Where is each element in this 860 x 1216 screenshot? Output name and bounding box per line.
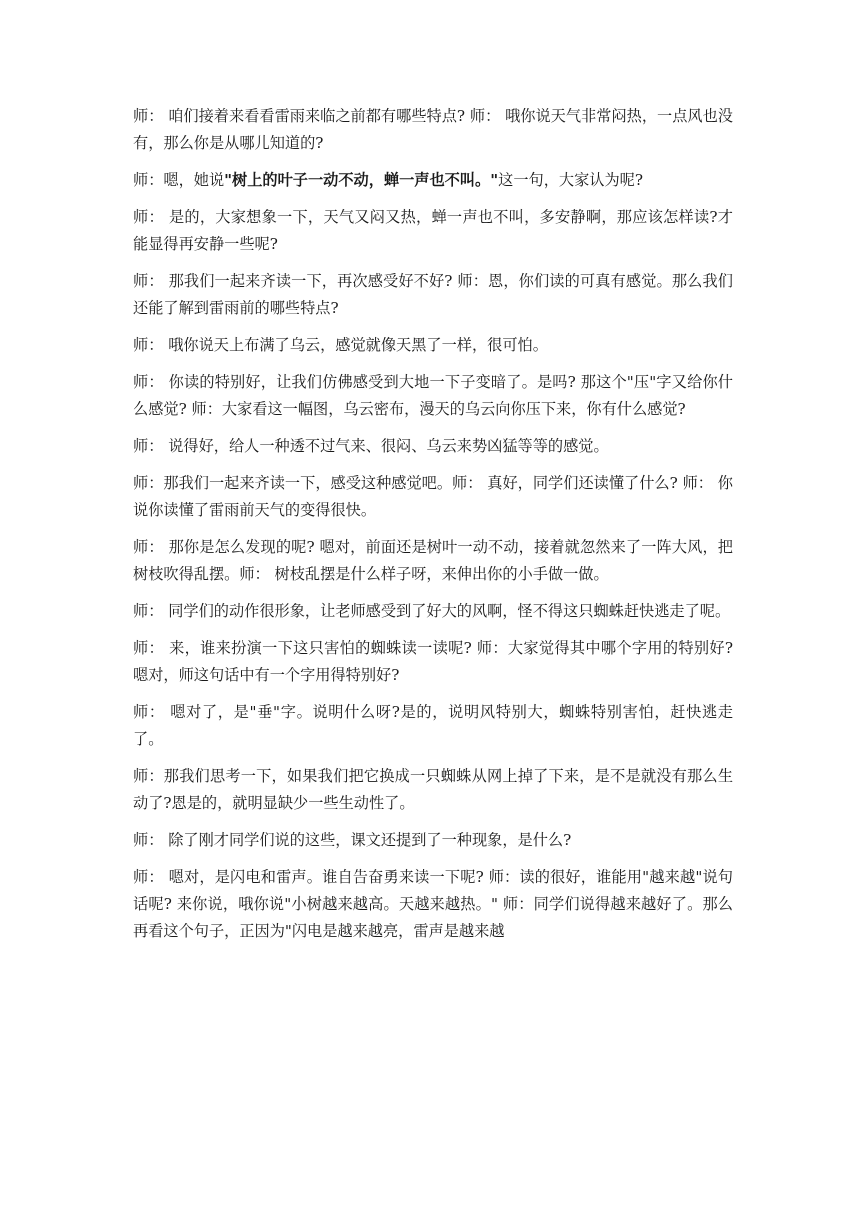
- paragraph: [133, 534, 733, 588]
- paragraph-text: 师： 说得好，给人一种透不过气来、很闷、乌云来势凶猛等等的感觉。: [133, 437, 609, 455]
- paragraph-text: 师： 你读的特别好，让我们仿佛感受到大地一下子变暗了。是吗? 那这个"压"字又给你什么感觉? 师：大家看这一幅图，乌云密布，漫天的乌云向你压下来，你有什么感觉?: [133, 373, 733, 418]
- paragraph: [133, 204, 733, 258]
- paragraph-text: 师： 那我们一起来齐读一下，再次感受好不好? 师：恩，你们读的可真有感觉。那么我们还能了解到雷雨前的哪些特点?: [133, 272, 733, 317]
- paragraph: [133, 369, 733, 423]
- paragraph-text: 师： 嗯对，是闪电和雷声。谁自告奋勇来读一下呢? 师：读的很好，谁能用"越来越"说句话呢? 来你说，哦你说"小树越来越高。天越来越热。" 师：同学们说得越来越好了。那么再看这个句子，正因为"闪电是越来越亮，雷声是越来越: [133, 868, 733, 940]
- document-page: [133, 103, 733, 955]
- paragraph: [133, 763, 733, 817]
- paragraph-text: 师： 同学们的动作很形象，让老师感受到了好大的风啊，怪不得这只蜘蛛赶快逃走了呢。: [133, 602, 731, 620]
- paragraph-text: 师： 那你是怎么发现的呢? 嗯对，前面还是树叶一动不动，接着就忽然来了一阵大风，把树枝吹得乱摆。师： 树枝乱摆是什么样子呀，来伸出你的小手做一做。: [133, 538, 733, 583]
- paragraph-text: 师：那我们思考一下，如果我们把它换成一只蜘蛛从网上掉了下来，是不是就没有那么生动了?恩是的，就明显缺少一些生动性了。: [133, 767, 733, 812]
- paragraph-text: 师： 嗯对了，是"垂"字。说明什么呀?是的，说明风特别大，蜘蛛特别害怕，赶快逃走了。: [133, 703, 733, 748]
- paragraph-text: 师：嗯，她说: [133, 171, 225, 189]
- paragraph-text: 师： 哦你说天上布满了乌云，感觉就像天黑了一样，很可怕。: [133, 336, 548, 354]
- paragraph-text: 师：那我们一起来齐读一下，感受这种感觉吧。师： 真好，同学们还读懂了什么? 师： 你说你读懂了雷雨前天气的变得很快。: [133, 474, 733, 519]
- quoted-sentence-bold: "树上的叶子一动不动，蝉一声也不叫。": [224, 171, 499, 189]
- paragraph: [133, 699, 733, 753]
- paragraph-text: 这一句，大家认为呢?: [498, 171, 643, 189]
- paragraph-text: 师： 咱们接着来看看雷雨来临之前都有哪些特点? 师： 哦你说天气非常闷热，一点风也没有，那么你是从哪儿知道的?: [133, 107, 733, 152]
- paragraph: [133, 470, 733, 524]
- paragraph: [133, 864, 733, 945]
- paragraph-text: 师： 来，谁来扮演一下这只害怕的蜘蛛读一读呢? 师：大家觉得其中哪个字用的特别好? 嗯对，师这句话中有一个字用得特别好?: [133, 639, 733, 684]
- paragraph: [133, 433, 733, 460]
- paragraph: [133, 167, 733, 194]
- paragraph-text: 师： 是的，大家想象一下，天气又闷又热，蝉一声也不叫，多安静啊，那应该怎样读?才能显得再安静一些呢?: [133, 208, 733, 253]
- paragraph: [133, 827, 733, 854]
- paragraph: [133, 598, 733, 625]
- paragraph: [133, 268, 733, 322]
- paragraph: [133, 103, 733, 157]
- paragraph: [133, 635, 733, 689]
- paragraph-text: 师： 除了刚才同学们说的这些，课文还提到了一种现象，是什么?: [133, 831, 572, 849]
- paragraph: [133, 332, 733, 359]
